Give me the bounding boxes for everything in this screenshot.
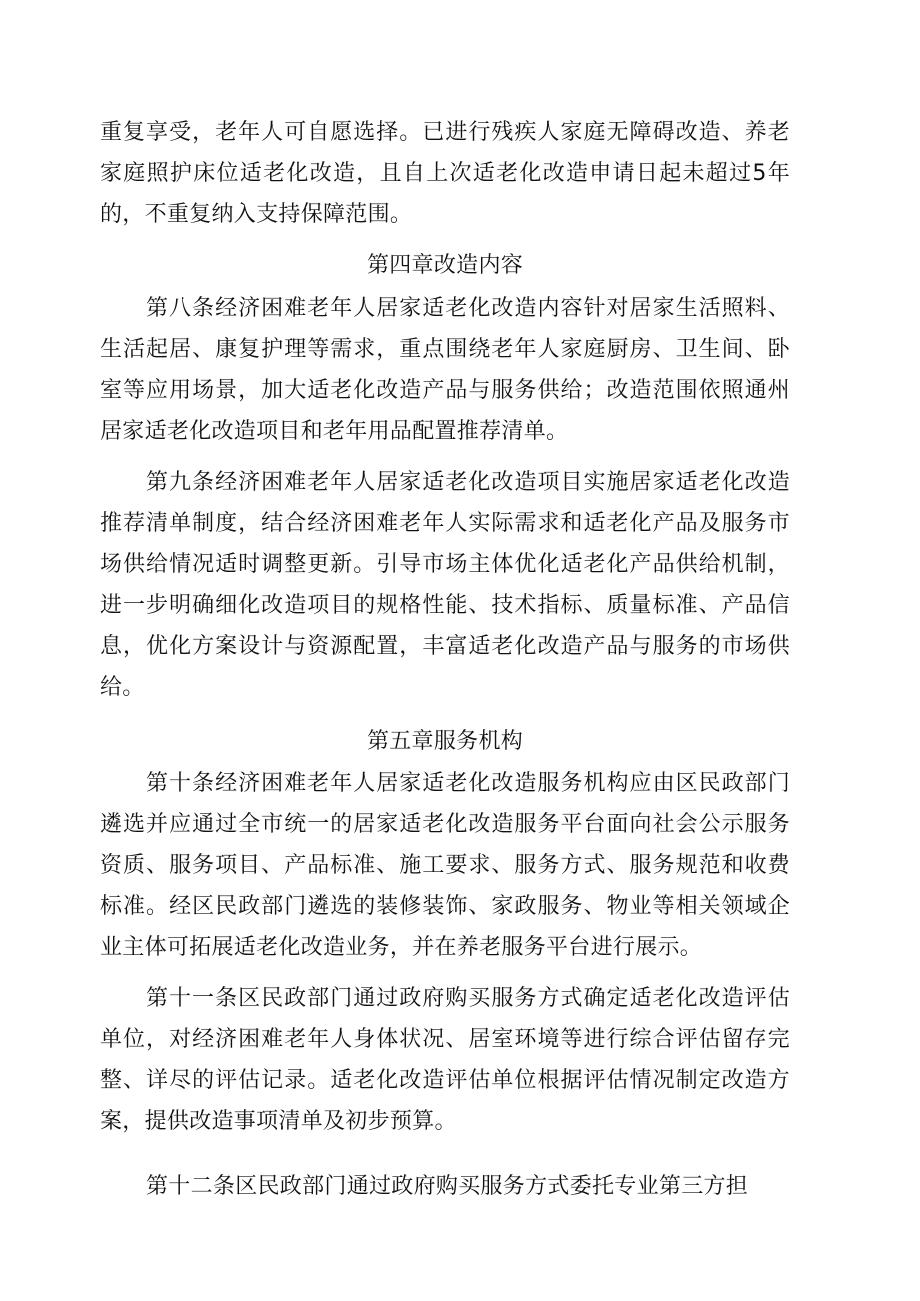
paragraph-continuation: 重复享受，老年人可自愿选择。已进行残疾人家庭无障碍改造、养老家庭照护床位适老化改造，且自上次适老化改造申请日起未超过5年的，不重复纳入支持保障范围。 [100,120,790,227]
article-twelve: 第十二条区民政部门通过政府购买服务方式委托专业第三方担 [146,1174,749,1199]
article-ten: 第十条经济困难老年人居家适老化改造服务机构应由区民政部门遴选并应通过全市统一的居家适老化改造服务平台面向社会公示服务资质、服务项目、产品标准、施工要求、服务方式、服务规范和收费标准。经区民政部门遴选的装修装饰、家政服务、物业等相关领域企业主体可拓展适老化改造业务，并在养老服务平台进行展示。 [100,771,790,960]
body-text-top [100,112,790,235]
article-eight: 第八条经济困难老年人居家适老化改造内容针对居家生活照料、生活起居、康复护理等需求，重点围绕老年人家庭厨房、卫生间、卧室等应用场景，加大适老化改造产品与服务供给；改造范围依照通州居家适老化改造项目和老年用品配置推荐清单。 [100,296,790,444]
body-text-chapter-four [100,288,790,708]
chapter-four-heading: 第四章改造内容 [366,253,524,278]
body-text-chapter-five [100,763,790,1207]
article-nine: 第九条经济困难老年人居家适老化改造项目实施居家适老化改造推荐清单制度，结合经济困难老年人实际需求和适老化产品及服务市场供给情况适时调整更新。引导市场主体优化适老化产品供给机制，进一步明确细化改造项目的规格性能、技术指标、质量标准、产品信息，优化方案设计与资源配置，丰富适老化改造产品与服务的市场供给。 [100,470,790,700]
chapter-five-heading: 第五章服务机构 [366,729,524,754]
article-eleven: 第十一条区民政部门通过政府购买服务方式确定适老化改造评估单位，对经济困难老年人身体状况、居室环境等进行综合评估留存完整、详尽的评估记录。适老化改造评估单位根据评估情况制定改造方案，提供改造事项清单及初步预算。 [100,986,790,1134]
